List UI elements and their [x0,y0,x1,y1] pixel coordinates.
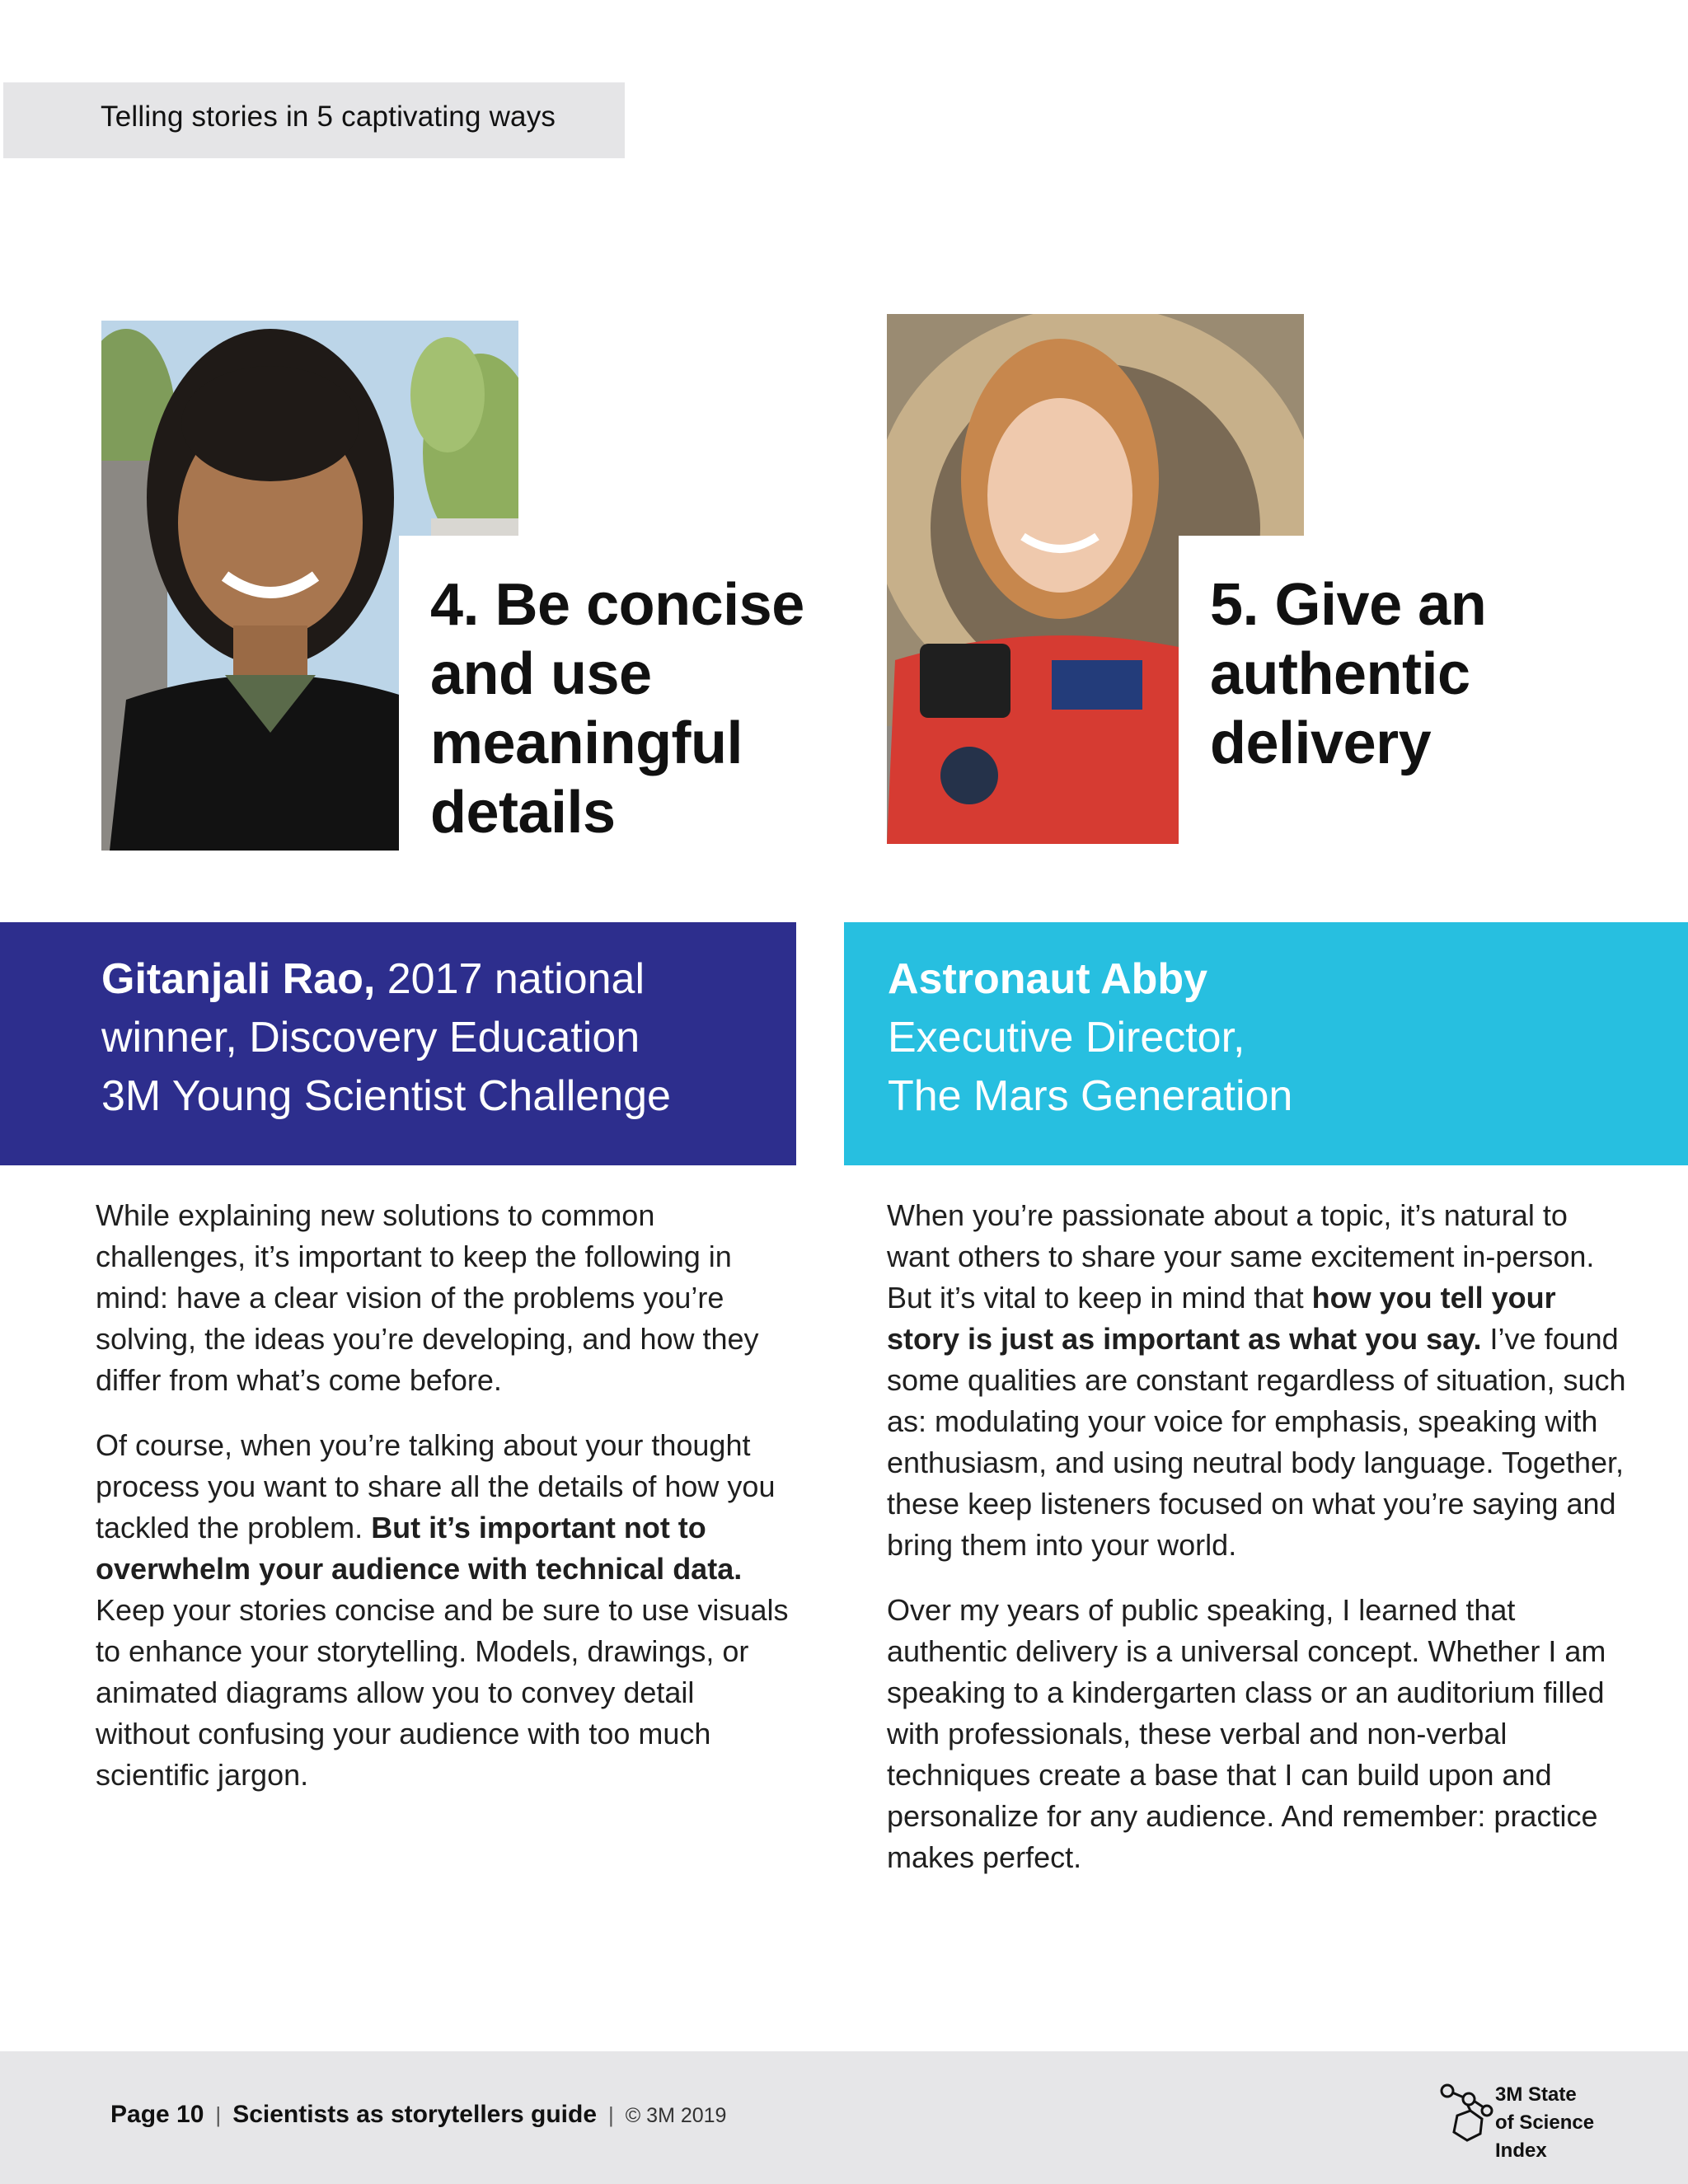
tip5-name-banner [844,922,1688,1165]
tip4-heading [430,570,842,847]
tip5-paragraph-2: Over my years of public speaking, I learned that authentic delivery is a universal concept. Whether I am speaking to a kindergarten class or an auditorium filled with professionals, these verbal and non-verbal techniques create a base that I can build upon and personalize for any audience. And remember: practice makes perfect. [887,1593,1606,1874]
speaker-role: Executive Director, [888,1014,1245,1062]
tip4-body [96,1195,796,1820]
text-run: When you’re passionate about a topic, it’s natural to want others to share your same excitement in-person. But it’s vital to keep in mind that [887,1198,1595,1315]
tip5-attribution [888,950,1292,1126]
footer-separator: | [215,2102,222,2127]
tip5-heading [1210,570,1639,778]
speaker-role: winner, Discovery Education [101,1014,640,1062]
speaker-name: Gitanjali Rao, [101,955,376,1003]
tip4-attribution [101,950,671,1126]
logo-line: of Science [1495,2111,1595,2134]
footer-separator: | [608,2102,614,2127]
speaker-role: 3M Young Scientist Challenge [101,1072,671,1120]
heading-line: details [430,780,616,846]
heading-line: authentic [1210,641,1470,707]
tip5-body [887,1195,1629,1902]
speaker-role: The Mars Generation [888,1072,1293,1120]
text-run: Of course, when you’re talking about your thought process you want to share all the details of how you tackled the problem. [96,1428,776,1544]
heading-line: meaningful [430,710,743,776]
heading-line: 5. Give an [1210,572,1487,638]
heading-line: 4. Be concise [430,572,804,638]
tip4-paragraph-1: While explaining new solutions to common challenges, it’s important to keep the following in mind: have a clear vision of the problems you’re solving, the ideas you’re developing, and how they differ from what’s come before. [96,1198,759,1397]
tip4-paragraph-2 [96,1425,796,1796]
logo-line: Index [1495,2139,1547,2162]
guide-title: Scientists as storytellers guide [232,2101,598,2128]
emphasis-text: how you tell your story is just as important as what you say. [887,1281,1556,1356]
copyright: © 3M 2019 [625,2104,727,2127]
tip5-paragraph-1 [887,1195,1629,1566]
speaker-role: 2017 national [375,955,645,1003]
page-footer [0,2051,1688,2184]
tip4-name-banner [0,922,796,1165]
heading-line: delivery [1210,710,1432,776]
section-tag [3,82,625,158]
emphasis-text: But it’s important not to overwhelm your audience with technical data. [96,1511,743,1586]
page-number: Page 10 [110,2101,204,2128]
footer-info [110,2101,726,2129]
logo-line: 3M State [1495,2083,1577,2106]
heading-line: and use [430,641,652,707]
speaker-name: Astronaut Abby [888,955,1208,1003]
text-run: I’ve found some qualities are constant regardless of situation, such as: modulating your voice for emphasis, speaking with enthusiasm, and using neutral body language. Together, these keep listeners focused on what you’re saying and bring them into your world. [887,1322,1626,1562]
state-of-science-logo-text [1495,2081,1594,2165]
text-run: Keep your stories concise and be sure to use visuals to enhance your storytelling. Models, drawings, or animated diagrams allow you to convey detail without confusing your audience with too much scientific jargon. [96,1593,789,1792]
section-tag-label: Telling stories in 5 captivating ways [101,101,556,133]
molecule-icon [1437,2083,1495,2149]
